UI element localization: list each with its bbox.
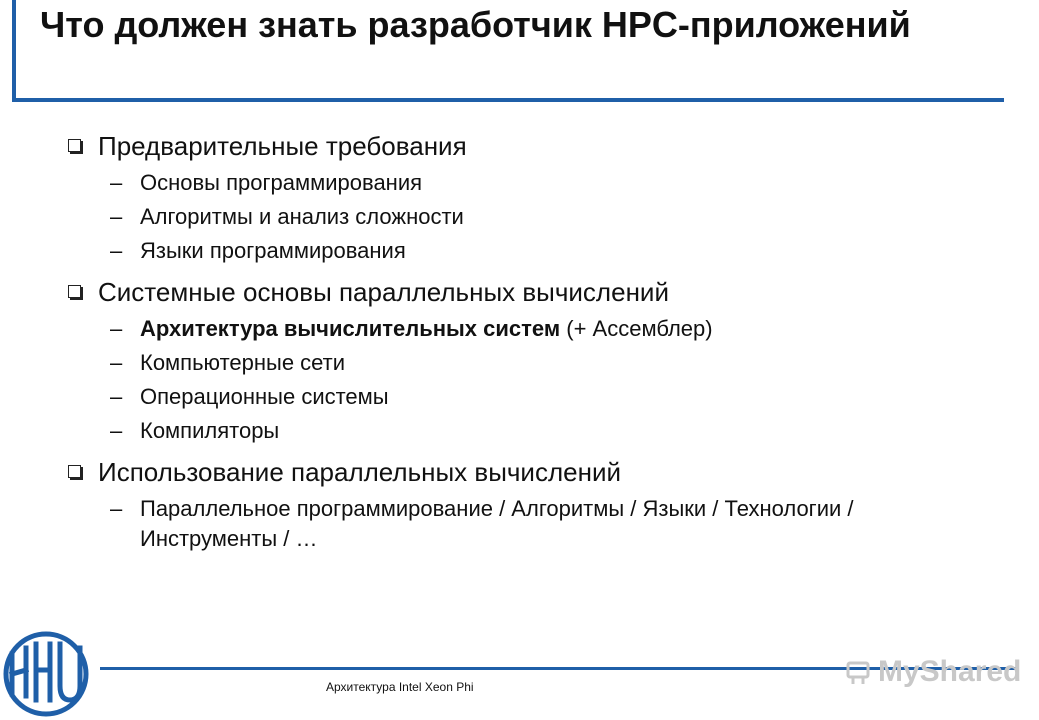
list-item-text	[140, 492, 966, 554]
list-item	[110, 166, 966, 200]
list-item-plain: Компиляторы	[140, 418, 280, 443]
list-item-plain: Параллельное программирование / Алгоритмы / Языки / Технологии / Инструменты / …	[140, 496, 854, 551]
list-item	[110, 200, 966, 234]
dash-marker: –	[110, 316, 123, 341]
list-item-plain: Алгоритмы и анализ сложности	[140, 204, 464, 229]
footer-caption: Архитектура Intel Xeon Phi	[326, 680, 474, 694]
section-heading-row	[66, 454, 966, 490]
list-item-plain: Языки программирования	[140, 238, 406, 263]
section-heading: Использование параллельных вычислений	[98, 457, 621, 487]
square-bullet-icon	[66, 274, 86, 310]
list-item-plain: Основы программирования	[140, 170, 423, 195]
title-accent-bar	[12, 0, 16, 100]
university-logo	[2, 630, 90, 718]
list-item-text	[140, 346, 966, 380]
section-1	[66, 128, 966, 268]
list-item	[110, 312, 966, 346]
dash-marker: –	[110, 418, 123, 443]
watermark-icon	[844, 657, 874, 687]
list-item-bold: Архитектура вычислительных систем	[140, 316, 561, 341]
section-2	[66, 274, 966, 448]
section-heading-row	[66, 128, 966, 164]
watermark-text: MyShared	[878, 655, 1022, 688]
list-item-text	[140, 234, 966, 268]
sub-list	[66, 492, 966, 554]
dash-marker: –	[110, 384, 123, 409]
section-3	[66, 454, 966, 554]
sub-list	[66, 166, 966, 268]
dash-marker: –	[110, 350, 123, 375]
list-item-text	[140, 414, 966, 448]
title-underline	[12, 98, 1004, 102]
section-heading: Системные основы параллельных вычислений	[98, 277, 669, 307]
section-heading: Предварительные требования	[98, 131, 467, 161]
square-bullet-icon	[66, 454, 86, 490]
list-item-plain: Операционные системы	[140, 384, 389, 409]
sub-list	[66, 312, 966, 448]
dash-marker: –	[110, 204, 123, 229]
list-item-plain: (+ Ассемблер)	[560, 316, 713, 341]
section-heading-row	[66, 274, 966, 310]
list-item	[110, 346, 966, 380]
list-item	[110, 380, 966, 414]
square-bullet-icon	[66, 128, 86, 164]
dash-marker: –	[110, 238, 123, 263]
list-item-plain: Компьютерные сети	[140, 350, 346, 375]
list-item-text	[140, 166, 966, 200]
dash-marker: –	[110, 496, 123, 521]
slide-title: Что должен знать разработчик HPC-приложений	[40, 4, 911, 45]
list-item-text	[140, 312, 966, 346]
slide-content	[66, 128, 966, 560]
list-item	[110, 234, 966, 268]
list-item-text	[140, 200, 966, 234]
list-item	[110, 492, 966, 554]
list-item-text	[140, 380, 966, 414]
list-item	[110, 414, 966, 448]
dash-marker: –	[110, 170, 123, 195]
myshared-watermark	[844, 655, 1021, 689]
